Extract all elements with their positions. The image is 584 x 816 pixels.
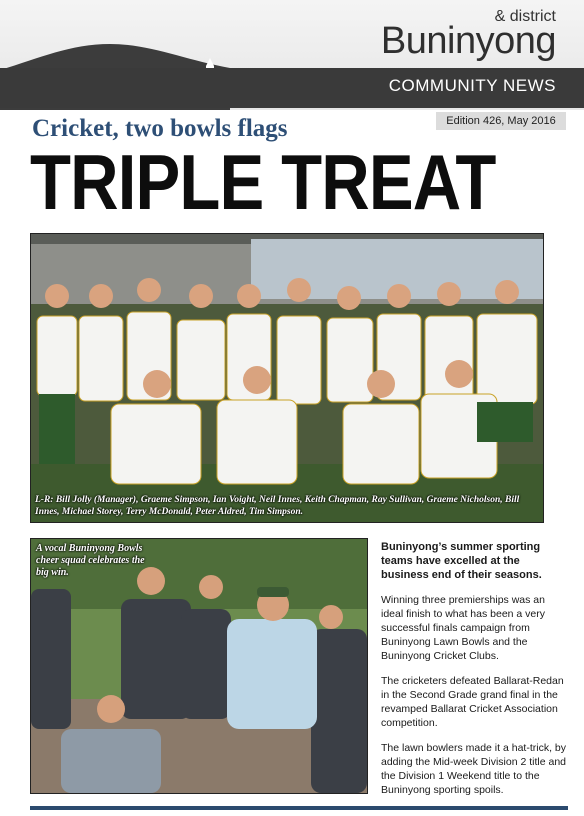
footer-rule [30,806,568,810]
article-lead: Buninyong’s summer sporting teams have excelled at the business end of their seasons. [381,541,542,581]
kicker-heading: Cricket, two bowls flags [32,115,288,142]
article-paragraph: The cricketers defeated Ballarat-Redan in the Second Grade grand final in the revamped Ballarat Cricket Association competition. [381,675,564,729]
cheer-squad-caption: A vocal Buninyong Bowls cheer squad celebrates the big win. [36,543,145,578]
masthead-subtitle: COMMUNITY NEWS [388,76,556,95]
cheer-squad-photo [30,538,368,794]
masthead [0,0,584,110]
article-paragraph: Winning three premierships was an ideal finish to what has been a very successful finals campaign from Buninyong Lawn Bowls and the Buninyong Cricket Clubs. [381,594,546,662]
edition-label: Edition 426, May 2016 [436,112,566,130]
team-photo [30,233,544,523]
masthead-district: & district [494,8,556,25]
article-body [381,540,567,808]
article-paragraph: The lawn bowlers made it a hat-trick, by adding the Mid-week Division 2 title and the Division 1 Weekend title to the Buninyong sporting spoils. [381,742,567,796]
page-headline: TRIPLE TREAT [30,138,496,226]
team-photo-illustration [31,234,543,522]
masthead-title: Buninyong [380,20,556,62]
team-photo-caption: L-R: Bill Jolly (Manager), Graeme Simpson, Ian Voight, Neil Innes, Keith Chapman, Ray Sullivan, Graeme Nicholson, Bill Innes, Michael Storey, Terry McDonald, Peter Aldred, Tim Simpson. [35,495,520,517]
